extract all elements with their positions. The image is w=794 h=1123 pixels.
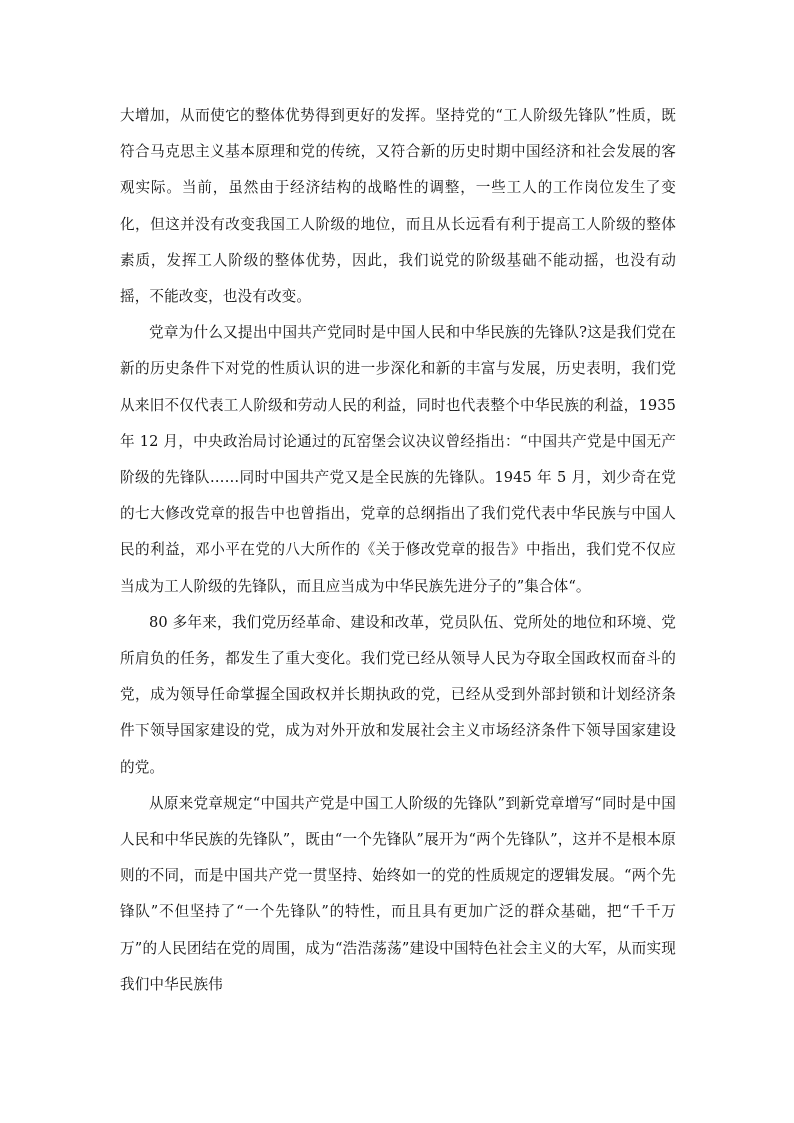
paragraph-1: 大增加，从而使它的整体优势得到更好的发挥。坚持党的“工人阶级先锋队”性质，既符合马克思主义基本原理和党的传统，又符合新的历史时期中国经济和社会发展的客观实际。当前，虽然由于经济结构的战略性的调整，一些工人的工作岗位发生了变化，但这并没有改变我国工人阶级的地位，而且从长远看有利于提高工人阶级的整体素质，发挥工人阶级的整体优势，因此，我们说党的阶级基础不能动摇，也没有动摇，不能改变，也没有改变。 xyxy=(120,107,676,306)
paragraph-4: 从原来党章规定“中国共产党是中国工人阶级的先锋队”到新党章增写“同时是中国人民和中华民族的先锋队”，既由“一个先锋队”展开为“两个先锋队”，这并不是根本原则的不同，而是中国共产党一贯坚持、始终如一的党的性质规定的逻辑发展。“两个先锋队”不但坚持了“一个先锋队”的特性，而且具有更加广泛的群众基础，把“千千万万”的人民团结在党的周围，成为“浩浩荡荡”建设中国特色社会主义的大军，从而实现我们中华民族伟 xyxy=(120,794,676,993)
paragraph-3: 80 多年来，我们党历经革命、建设和改革，党员队伍、党所处的地位和环境、党所肩负的任务，都发生了重大变化。我们党已经从领导人民为夺取全国政权而奋斗的党，成为领导任命掌握全国政权并长期执政的党，已经从受到外部封锁和计划经济条件下领导国家建设的党，成为对外开放和发展社会主义市场经济条件下领导国家建设的党。 xyxy=(120,613,676,776)
paragraph-2: 党章为什么又提出中国共产党同时是中国人民和中华民族的先锋队?这是我们党在新的历史条件下对党的性质认识的进一步深化和新的丰富与发展，历史表明，我们党从来旧不仅代表工人阶级和劳动人民的利益，同时也代表整个中华民族的利益，1935 年 12 月，中央政治局讨论通过的瓦窑堡会议决议曾经指出：“中国共产党是中国无产阶级的先锋队……同时中国共产党又是全民族的先锋队。1945 年 5 月，刘少奇在党的七大修改党章的报告中也曾指出，党章的总纲指出了我们党代表中华民族与中国人民的利益，邓小平在党的八大所作的《关于修改党章的报告》中指出，我们党不仅应当成为工人阶级的先锋队，而且应当成为中华民族先进分子的”集合体“。 xyxy=(120,324,676,595)
document-page xyxy=(120,98,676,1003)
